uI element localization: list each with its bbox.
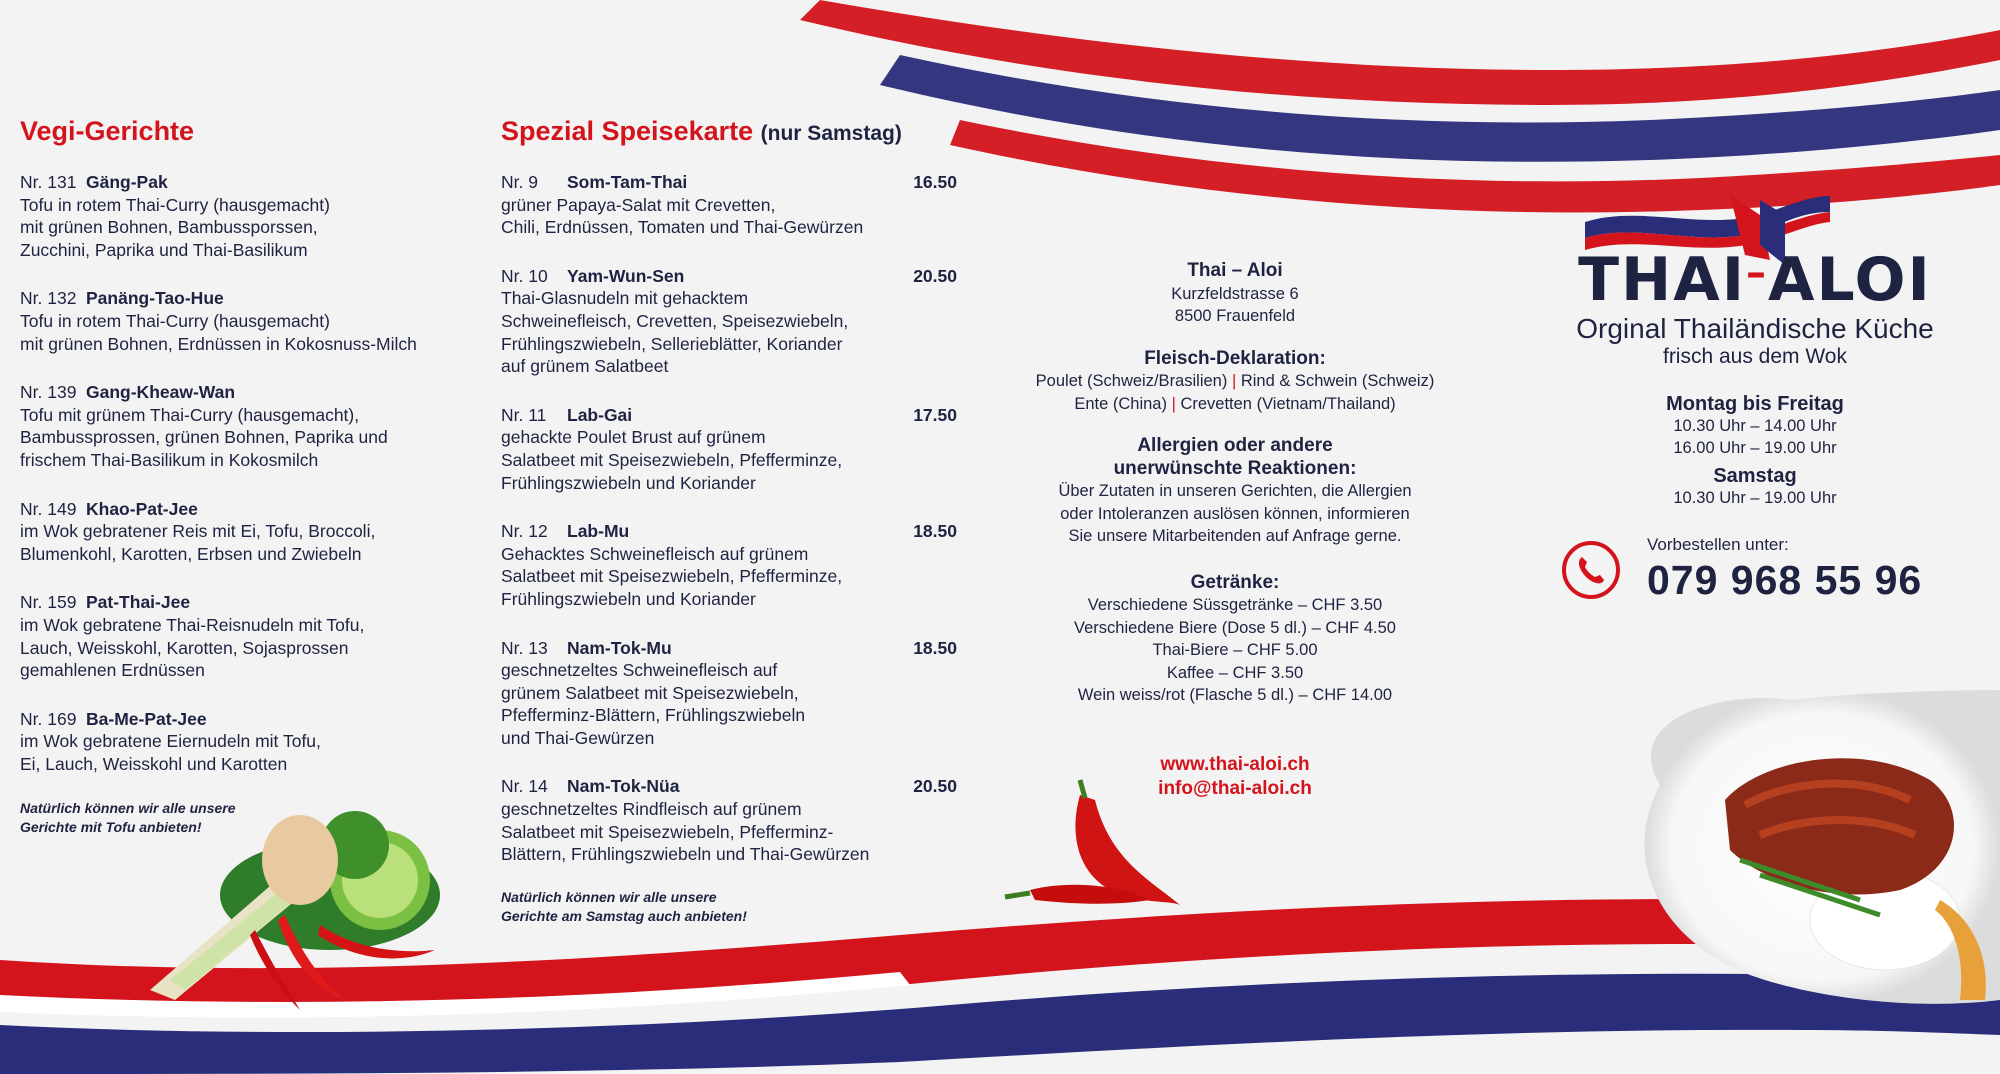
item-description: gemahlenen Erdnüssen [20, 660, 205, 681]
item-description: Salatbeet mit Speisezwiebeln, Pfefferminze, [501, 566, 843, 587]
brand-column [1510, 240, 2000, 605]
item-name: Panäng-Tao-Hue [86, 288, 224, 309]
logo: THAI–ALOI [1578, 245, 1932, 315]
item-description: frischem Thai-Basilikum in Kokosmilch [20, 449, 319, 470]
item-number: Nr. 12 [501, 521, 548, 542]
item-name: Ba-Me-Pat-Jee [86, 708, 207, 729]
menu-item [501, 637, 957, 750]
item-description: Salatbeet mit Speisezwiebeln, Pfefferminz- [501, 821, 834, 842]
contact-links [990, 753, 1480, 801]
item-description: mit grünen Bohnen, Erdnüssen in Kokosnuss-Milch [20, 333, 417, 354]
item-description: im Wok gebratene Eiernudeln mit Tofu, [20, 731, 321, 752]
item-description: Gehacktes Schweinefleisch auf grünem [501, 543, 809, 564]
item-description: Zucchini, Paprika und Thai-Basilikum [20, 239, 308, 260]
item-number: Nr. 10 [501, 265, 548, 286]
item-number: Nr. 13 [501, 637, 548, 658]
item-description: Tofu in rotem Thai-Curry (hausgemacht) [20, 194, 330, 215]
item-name: Gang-Kheaw-Wan [86, 382, 236, 403]
item-description: Salatbeet mit Speisezwiebeln, Pfefferminze, [501, 449, 843, 470]
item-description: Lauch, Weisskohl, Karotten, Sojasprossen [20, 637, 349, 658]
item-description: Schweinefleisch, Crevetten, Speisezwiebeln, [501, 310, 849, 331]
item-price: 16.50 [913, 172, 957, 192]
veg-list [20, 171, 460, 775]
item-price: 20.50 [913, 776, 957, 797]
item-price: 18.50 [913, 637, 957, 658]
item-description: Ei, Lauch, Weisskohl und Karotten [20, 753, 288, 774]
item-number: Nr. 149 [20, 498, 77, 519]
menu-item [20, 708, 460, 776]
item-name: Lab-Mu [567, 521, 630, 542]
special-column [501, 116, 957, 926]
item-number: Nr. 9 [501, 172, 538, 192]
item-name: Yam-Wun-Sen [567, 265, 685, 286]
allergy-info: Allergien oder andere unerwünschte Reaktionen: Über Zutaten in unseren Gerichten, die Allergien oder Intoleranzen auslösen können, informieren Sie unsere Mitarbeitenden auf Anfrage gerne. [1058, 435, 1412, 545]
item-description: mit grünen Bohnen, Bambussporssen, [20, 217, 318, 238]
opening-hours: Montag bis Freitag 10.30 Uhr – 14.00 Uhr 16.00 Uhr – 19.00 Uhr Samstag 10.30 Uhr – 19.00 Uhr [1666, 393, 1844, 507]
drinks: Getränke: Verschiedene Süssgetränke – CHF 3.50 Verschiedene Biere (Dose 5 dl.) – CHF 4.50 Thai-Biere – CHF 5.00 Kaffee – CHF 3.50 Wein weiss/rot (Flasche 5 dl.) – CHF 14.00 [1074, 571, 1396, 704]
menu-item [501, 404, 957, 494]
menu-item [20, 591, 460, 681]
item-price: 18.50 [913, 521, 957, 542]
item-number: Nr. 14 [501, 776, 548, 797]
item-number: Nr. 139 [20, 382, 77, 403]
item-name: Lab-Gai [567, 404, 633, 425]
item-description: gehackte Poulet Brust auf grünem [501, 427, 766, 448]
item-description: im Wok gebratene Thai-Reisnudeln mit Tofu, [20, 614, 365, 635]
menu-item [20, 171, 460, 261]
item-name: Pat-Thai-Jee [86, 592, 191, 613]
item-number: Nr. 132 [20, 288, 77, 309]
item-description: Tofu mit grünem Thai-Curry (hausgemacht), [20, 404, 360, 425]
address-city: 8500 Frauenfeld [1174, 307, 1296, 325]
menu-item [501, 520, 957, 610]
item-description: im Wok gebratener Reis mit Ei, Tofu, Broccoli, [20, 521, 376, 542]
info-column [990, 260, 1480, 801]
item-price: 17.50 [913, 404, 957, 425]
special-list [501, 171, 957, 866]
item-price: 20.50 [913, 265, 957, 286]
item-name: Nam-Tok-Mu [567, 637, 672, 658]
website-link[interactable]: www.thai-aloi.ch [1160, 753, 1310, 775]
address-street: Kurzfeldstrasse 6 [1171, 284, 1299, 303]
item-description: Bambussprossen, grünen Bohnen, Paprika und [20, 427, 388, 448]
special-title: Spezial Speisekarte (nur Samstag) [501, 116, 902, 146]
restaurant-name: Thai – Aloi [1187, 260, 1283, 281]
meat-declaration: Fleisch-Deklaration: Poulet (Schweiz/Brasilien) | Rind & Schwein (Schweiz) Ente (China) | Crevetten (Vietnam/Thailand) [1035, 347, 1435, 413]
email-link[interactable]: info@thai-aloi.ch [1158, 777, 1312, 799]
menu-item [501, 171, 957, 239]
item-number: Nr. 131 [20, 172, 77, 192]
item-number: Nr. 169 [20, 708, 77, 729]
phone-icon [1562, 541, 1620, 599]
item-description: grüner Papaya-Salat mit Crevetten, [501, 194, 776, 215]
item-description: Tofu in rotem Thai-Curry (hausgemacht) [20, 310, 330, 331]
special-note: Natürlich können wir alle unsere Gerichte am Samstag auch anbieten! [501, 888, 747, 924]
phone-block [1510, 535, 2000, 605]
menu-item [20, 287, 460, 355]
item-description: Frühlingszwiebeln und Koriander [501, 472, 756, 493]
item-description: auf grünem Salatbeet [501, 356, 669, 377]
item-description: geschnetzeltes Rindfleisch auf grünem [501, 799, 802, 820]
preorder-label: Vorbestellen unter: [1647, 535, 1789, 554]
item-description: Frühlingszwiebeln und Koriander [501, 588, 756, 609]
menu-item [501, 775, 957, 865]
tagline-sub: frisch aus dem Wok [1662, 345, 1847, 368]
veg-title: Vegi-Gerichte [20, 116, 195, 146]
item-name: Som-Tam-Thai [567, 172, 688, 192]
veg-note: Natürlich können wir alle unsere Gerichte mit Tofu anbieten! [20, 800, 236, 836]
item-description: Thai-Glasnudeln mit gehacktem [501, 288, 749, 309]
menu-item [501, 265, 957, 378]
phone-number[interactable]: 079 968 55 96 [1647, 557, 1923, 603]
item-description: Blumenkohl, Karotten, Erbsen und Zwiebeln [20, 543, 362, 564]
menu-item [20, 498, 460, 566]
item-name: Gäng-Pak [86, 172, 168, 192]
item-description: geschnetzeltes Schweinefleisch auf [501, 660, 778, 681]
item-number: Nr. 159 [20, 592, 77, 613]
item-description: Frühlingszwiebeln, Sellerieblätter, Koriander [501, 333, 843, 354]
item-description: Chili, Erdnüssen, Tomaten und Thai-Gewürzen [501, 217, 864, 238]
item-description: grünem Salatbeet mit Speisezwiebeln, [501, 682, 799, 703]
tagline: Orginal Thailändische Küche [1576, 313, 1934, 344]
veg-column [20, 116, 460, 837]
item-description: Blättern, Frühlingszwiebeln und Thai-Gewürzen [501, 844, 870, 865]
item-description: und Thai-Gewürzen [501, 727, 655, 748]
item-name: Khao-Pat-Jee [86, 498, 198, 519]
item-description: Pfefferminz-Blättern, Frühlingszwiebeln [501, 705, 806, 726]
menu-item [20, 381, 460, 471]
item-number: Nr. 11 [501, 404, 547, 425]
item-name: Nam-Tok-Nüa [567, 776, 680, 797]
